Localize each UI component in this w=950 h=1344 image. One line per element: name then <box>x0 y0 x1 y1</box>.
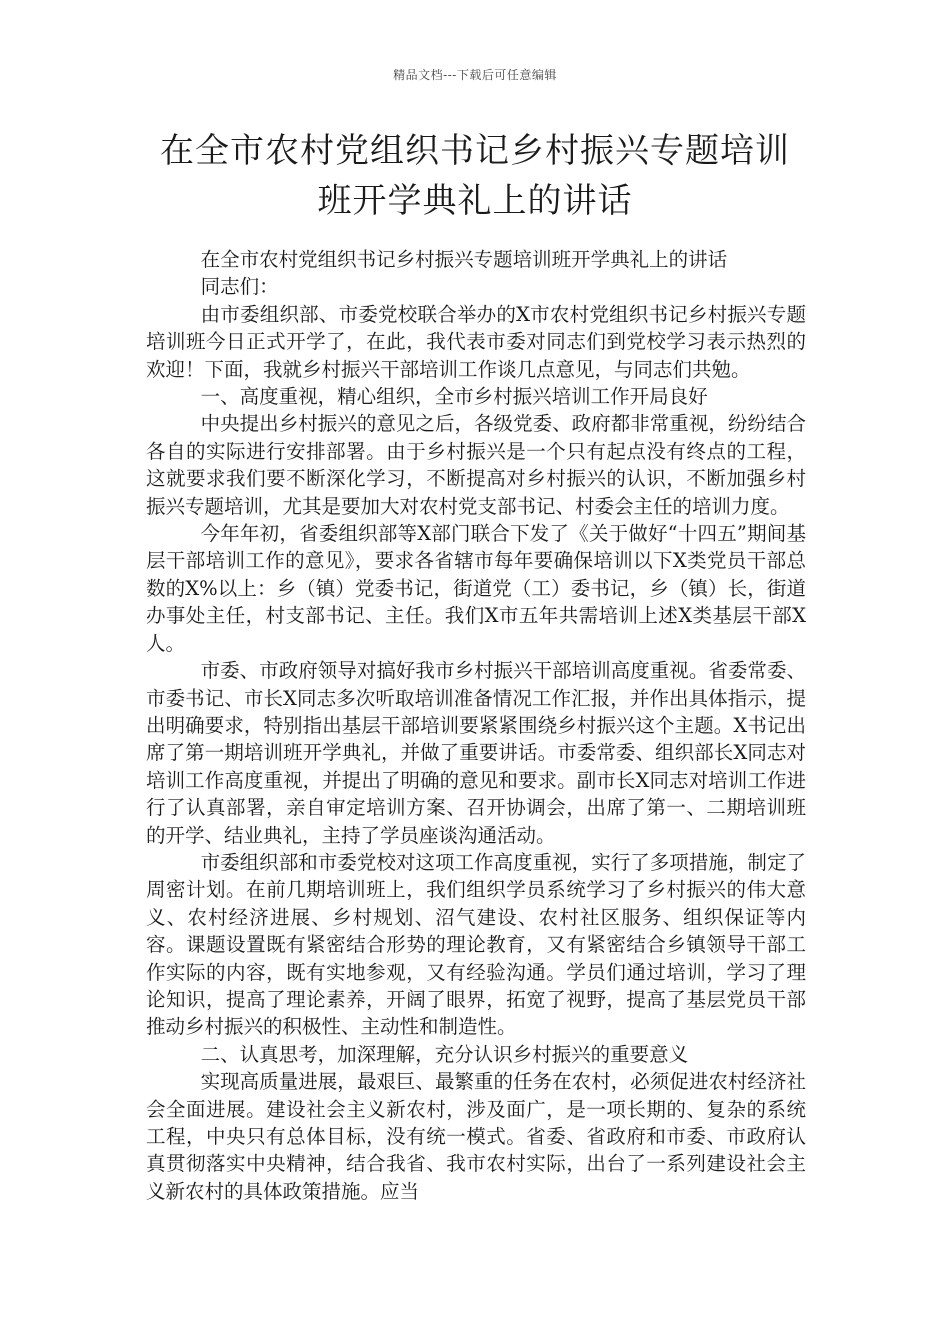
paragraph: 市委组织部和市委党校对这项工作高度重视，实行了多项措施，制定了周密计划。在前几期培训班上，我们组织学员系统学习了乡村振兴的伟大意义、农村经济进展、乡村规划、沼气建设、农村社区服务、组织保证等内容。课题设置既有紧密结合形势的理论教育，又有紧密结合乡镇领导干部工作实际的内容，既有实地参观，又有经验沟通。学员们通过培训，学习了理论知识，提高了理论素养，开阔了眼界，拓宽了视野，提高了基层党员干部推动乡村振兴的积极性、主动性和制造性。 <box>146 850 806 1039</box>
paragraph: 同志们： <box>200 275 279 299</box>
title-line-2: 班开学典礼上的讲话 <box>317 181 633 221</box>
paragraph: 在全市农村党组织书记乡村振兴专题培训班开学典礼上的讲话 <box>200 248 728 271</box>
header-note: 精品文档---下载后可任意编辑 <box>393 68 557 82</box>
title-line-1: 在全市农村党组织书记乡村振兴专题培训 <box>160 131 790 171</box>
paragraph: 市委、市政府领导对搞好我市乡村振兴干部培训高度重视。省委常委、市委书记、市长X同志多次听取培训准备情况工作汇报，并作出具体指示，提出明确要求，特别指出基层干部培训要紧紧围绕乡村振兴这个主题。X书记出席了第一期培训班开学典礼，并做了重要讲话。市委常委、组织部长X同志对培训工作高度重视，并提出了明确的意见和要求。副市长X同志对培训工作进行了认真部署，亲自审定培训方案、召开协调会，出席了第一、二期培训班的开学、结业典礼，主持了学员座谈沟通活动。 <box>146 659 806 847</box>
section-heading: 一、高度重视，精心组织，全市乡村振兴培训工作开局良好 <box>200 385 708 409</box>
paragraph: 实现高质量进展，最艰巨、最繁重的任务在农村，必须促进农村经济社会全面进展。建设社会主义新农村，涉及面广，是一项长期的、复杂的系统工程，中央只有总体目标，没有统一模式。省委、省政府和市委、市政府认真贯彻落实中央精神，结合我省、我市农村实际，出台了一系列建设社会主义新农村的具体政策措施。应当 <box>146 1070 806 1203</box>
paragraph: 由市委组织部、市委党校联合举办的X市农村党组织书记乡村振兴专题培训班今日正式开学了，在此，我代表市委对同志们到党校学习表示热烈的欢迎！下面，我就乡村振兴干部培训工作谈几点意见，与同志们共勉。 <box>146 302 806 381</box>
paragraph: 今年年初，省委组织部等X部门联合下发了《关于做好“十四五”期间基层干部培训工作的意见》，要求各省辖市每年要确保培训以下X类党员干部总数的X%以上：乡（镇）党委书记，街道党（工）委书记，乡（镇）长，街道办事处主任，村支部书记、主任。我们X市五年共需培训上述X类基层干部X人。 <box>146 522 806 655</box>
paragraph: 中央提出乡村振兴的意见之后，各级党委、政府都非常重视，纷纷结合各自的实际进行安排部署。由于乡村振兴是一个只有起点没有终点的工程，这就要求我们要不断深化学习，不断提高对乡村振兴的认识，不断加强乡村振兴专题培训，尤其是要加大对农村党支部书记、村委会主任的培训力度。 <box>146 412 806 518</box>
document-title <box>120 126 830 226</box>
document-body <box>146 246 806 1205</box>
section-heading: 二、认真思考，加深理解，充分认识乡村振兴的重要意义 <box>200 1042 689 1066</box>
